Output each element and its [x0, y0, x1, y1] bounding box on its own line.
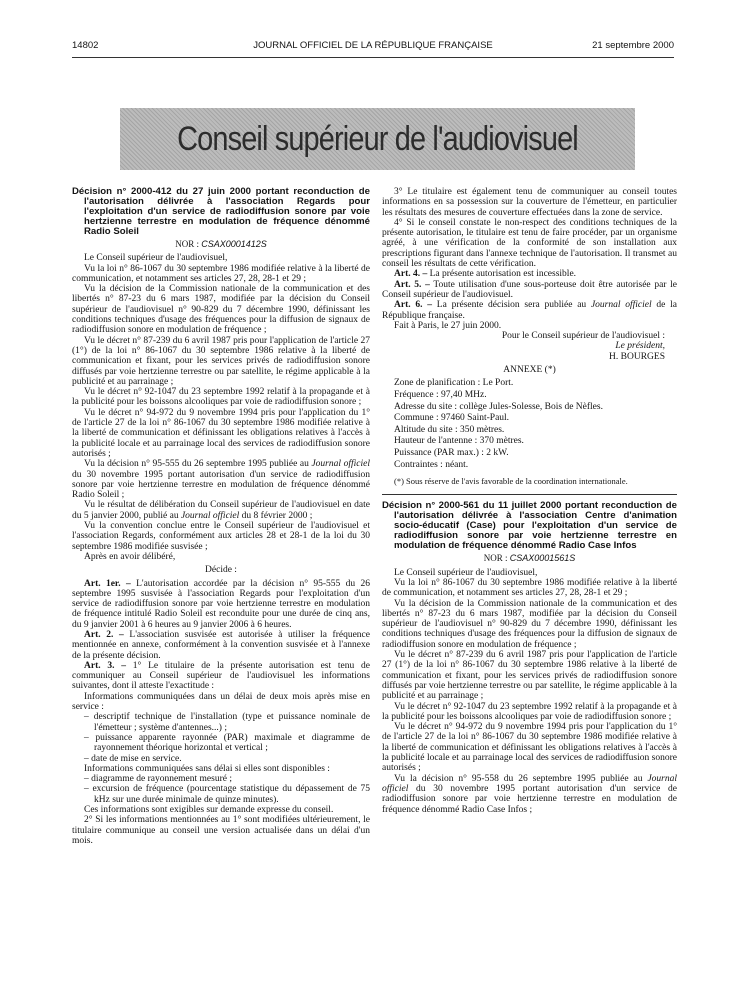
article-number: Art. 4. –	[394, 269, 428, 280]
nor-code: CSAX0001412S	[201, 239, 267, 249]
annex-line: Puissance (PAR max.) : 2 kW.	[394, 447, 509, 458]
journal-ref: Journal officiel	[382, 773, 677, 794]
paragraph: Vu la convention conclue entre le Conseil supérieur de l'audiovisuel et l'association Regards, conformément aux articles 28 et 28-1 de la loi du 30 septembre 1986 modifiée susvisée ;	[72, 521, 370, 552]
paragraph: Vu le résultat de délibération du Conseil supérieur de l'audiovisuel en date du 5 janvier 2000, publié au Journal officiel du 8 février 2000 ;	[72, 500, 370, 521]
paragraph: Informations communiquées dans un délai de deux mois après mise en service :	[72, 691, 370, 713]
signature-line	[382, 341, 677, 351]
journal-ref: Journal officiel	[311, 459, 370, 470]
nor-code: CSAX0001561S	[509, 553, 576, 564]
paragraph: Vu la décision de la Commission nationale de la communication et des libertés n° 87-23 du 6 mars 1987, modifiée par la décision du Conseil supérieur de l'audiovisuel n° 90-829 du 7 décembre 1990, définissant les conditions techniques d'usage des fréquences pour la diffusion de signaux de radiodiffusion sonore en modulation de fréquence ;	[72, 284, 370, 336]
signatory-title: Le président,	[615, 341, 665, 352]
paragraph: Vu la décision n° 95-555 du 26 septembre 1995 publiée au Journal officiel du 30 novembre 1995 portant autorisation d'un service de radiodiffusion sonore par voie hertzienne terrestre en modulation de fréquence dénommé Radio Soleil ;	[72, 459, 370, 501]
paragraph: Ces informations sont exigibles sur demande expresse du conseil.	[84, 805, 334, 816]
paragraph: Informations communiquées sans délai si elles sont disponibles :	[84, 763, 330, 774]
signature-line: Pour le Conseil supérieur de l'audiovisuel :	[501, 331, 665, 342]
section-banner	[120, 108, 635, 170]
journal-ref: Journal officiel	[590, 300, 652, 311]
article-number: Art. 3. –	[84, 660, 127, 671]
paragraph: Vu la loi n° 86-1067 du 30 septembre 1986 modifiée relative à la liberté de communication, et notamment ses articles 27, 28, 28-1 et 29 ;	[72, 263, 370, 284]
decision-heading: Décision n° 2000-412 du 27 juin 2000 portant reconduction de l'autorisation délivrée à l'association Regards pour l'exploitation d'un service de radiodiffusion sonore par voie hertzienne terrestre en modulation de fréquence dénommé Radio Soleil	[72, 186, 370, 237]
nor-reference: NOR : CSAX0001412S	[175, 239, 267, 249]
article: Art. 2. – L'association susvisée est autorisée à utiliser la fréquence mentionnée en annexe, conformément à la convention susvisée et à l'annexe de la présente décision.	[72, 629, 370, 661]
annex-line: Contraintes : néant.	[394, 459, 469, 470]
paragraph: 3° Le titulaire est également tenu de communiquer au conseil toutes informations en sa possession sur la couverture de l'émetteur, en particulier les résultats des mesures de couverture effectuées dans la zone de service.	[382, 187, 677, 218]
article-number: Art. 5. –	[394, 279, 430, 290]
article: Art. 4. – La présente autorisation est incessible.	[394, 269, 577, 280]
bullet-item: – puissance apparente rayonnée (PAR) maximale et diagramme de rayonnement théorique horizontal et vertical ;	[84, 732, 370, 754]
article: Art. 3. – 1° Le titulaire de la présente autorisation est tenu de communiquer au Conseil supérieur de l'audiovisuel les informations suivantes, dont il atteste l'exactitude :	[72, 660, 370, 692]
annex-line: Commune : 97460 Saint-Paul.	[394, 413, 510, 424]
paragraph: Vu le décret n° 87-239 du 6 avril 1987 pris pour l'application de l'article 27 (1°) de la loi n° 86-1067 du 30 septembre 1986 relative à la liberté de communication et fixant, pour les services privés de radiodiffusion sonore diffusés par voie hertzienne terrestre ou par satellite, le régime applicable à la publicité et au parrainage ;	[382, 650, 677, 702]
paragraph: Vu la décision n° 95-558 du 26 septembre 1995 publiée au Journal officiel du 30 novembre 1995 portant autorisation d'un service de radiodiffusion sonore par voie hertzienne terrestre en modulation de fréquence dénommé Radio Case Infos ;	[382, 773, 677, 815]
paragraph: 4° Si le conseil constate le non-respect des conditions techniques de la présente autorisation, le titulaire est tenu de faire procéder, par un organisme agréé, à une vérification de la conformité de son installation aux prescriptions figurant dans l'annexe technique de l'autorisation. Il transmet au conseil les résultats de cette vérification.	[382, 217, 677, 270]
annex-details	[382, 378, 677, 476]
paragraph: Vu la loi n° 86-1067 du 30 septembre 1986 modifiée relative à la liberté de communication, et notamment ses articles 27, 28, 28-1 et 29 ;	[382, 577, 677, 599]
right-column	[382, 187, 677, 815]
paragraph: Fait à Paris, le 27 juin 2000.	[394, 320, 502, 331]
paragraph: 2° Si les informations mentionnées au 1° sont modifiées ultérieurement, le titulaire communique au conseil une version actualisée dans un délai d'un mois.	[72, 815, 370, 846]
paragraph: Vu le décret n° 94-972 du 9 novembre 1994 pris pour l'application du 1° de l'article 27 de la loi n° 86-1067 du 30 septembre 1986 modifiée relative à la liberté de communication et définissant les obligations relatives à l'accès à la publicité locale et au parrainage local des services de radiodiffusion sonore autorisés ;	[72, 407, 370, 459]
annex-footnote: (*) Sous réserve de l'avis favorable de la coordination internationale.	[394, 476, 628, 487]
nor-reference: NOR : CSAX0001561S	[483, 553, 576, 564]
paragraph: Vu le décret n° 87-239 du 6 avril 1987 pris pour l'application de l'article 27 (1°) de la loi n° 86-1067 du 30 septembre 1986 relative à la liberté de communication et fixant, pour les services privés de radiodiffusion sonore diffusés par voie hertzienne terrestre ou par satellite, le régime applicable à la publicité et au parrainage ;	[72, 335, 370, 387]
header-rule	[72, 57, 674, 58]
paragraph: Vu le décret n° 92-1047 du 23 septembre 1992 relatif à la propagande et à la publicité pour les boissons alcooliques par voie de radiodiffusion sonore ;	[382, 701, 677, 722]
page-number: 14802	[72, 40, 99, 51]
bullet-item: – excursion de fréquence (pourcentage statistique du dépassement de 75 kHz sur une durée minimale de quinze minutes).	[84, 784, 370, 805]
paragraph: Le Conseil supérieur de l'audiovisuel,	[394, 567, 538, 578]
paragraph: Le Conseil supérieur de l'audiovisuel,	[84, 253, 228, 264]
section-divider	[382, 494, 677, 495]
article: Art. 5. – Toute utilisation d'une sous-porteuse doit être autorisée par le Conseil supérieur de l'audiovisuel.	[382, 279, 677, 300]
signature-line: H. BOURGES	[609, 351, 665, 362]
article-number: Art. 1er. –	[84, 578, 131, 589]
left-column	[72, 187, 370, 846]
journal-title: JOURNAL OFFICIEL DE LA RÉPUBLIQUE FRANÇAISE	[253, 40, 493, 51]
paragraph: Vu le décret n° 94-972 du 9 novembre 1994 pris pour l'application du 1° de l'article 27 de la loi n° 86-1067 du 30 septembre 1986 modifiée relative à la liberté de communication et définissant les obligations relatives à l'accès à la publicité locale et au parrainage local des services de radiodiffusion sonore autorisés ;	[382, 722, 677, 774]
journal-ref: Journal officiel	[180, 510, 240, 521]
article-number: Art. 2. –	[84, 629, 124, 640]
annex-line: Hauteur de l'antenne : 370 mètres.	[394, 436, 524, 447]
annex-line: Fréquence : 97,40 MHz.	[394, 389, 487, 400]
bullet-item: – date de mise en service.	[84, 753, 182, 764]
section-title: ANNEXE (*)	[503, 365, 556, 376]
paragraph: Vu la décision de la Commission nationale de la communication et des libertés n° 87-23 du 6 mars 1987, modifiée par la décision du Conseil supérieur de l'audiovisuel n° 90-829 du 7 décembre 1990, définissant les conditions techniques d'usage des fréquences pour la diffusion de signaux de radiodiffusion sonore en modulation de fréquence ;	[382, 598, 677, 650]
issue-date: 21 septembre 2000	[592, 40, 674, 51]
article: Art. 6. – La présente décision sera publiée au Journal officiel de la République française.	[382, 300, 677, 321]
bullet-item: – descriptif technique de l'installation (type et puissance nominale de l'émetteur ; système d'antennes...) ;	[84, 712, 370, 733]
article-number: Art. 6. –	[394, 300, 433, 311]
decision-heading: Décision n° 2000-561 du 11 juillet 2000 portant reconduction de l'autorisation délivrée à l'association Centre d'animation socio-éducatif (Case) pour l'exploitation d'un service de radiodiffusion sonore par voie hertzienne terrestre en modulation de fréquence dénommé Radio Case Infos	[382, 500, 677, 552]
annex-line: Altitude du site : 350 mètres.	[394, 424, 505, 435]
paragraph: Après en avoir délibéré,	[84, 551, 176, 562]
running-header	[72, 40, 674, 54]
annex-line: Zone de planification : Le Port.	[394, 378, 514, 389]
section-title: Décide :	[205, 565, 237, 576]
annex-line: Adresse du site : collège Jules-Solesse, Bois de Nèfles.	[394, 401, 603, 412]
article: Art. 1er. – L'autorisation accordée par la décision n° 95-555 du 26 septembre 1995 susvisée à l'association Regards pour l'exploitation d'un service de radiodiffusion sonore par voie hertzienne terrestre en modulation de fréquence intitulé Radio Soleil est reconduite pour une durée de cinq ans, du 9 janvier 2001 à 6 heures au 9 janvier 2006 à 6 heures.	[72, 578, 370, 630]
paragraph: Vu le décret n° 92-1047 du 23 septembre 1992 relatif à la propagande et à la publicité pour les boissons alcooliques par voie de radiodiffusion sonore ;	[72, 387, 370, 408]
bullet-item: – diagramme de rayonnement mesuré ;	[84, 774, 232, 785]
banner-title: Conseil supérieur de l'audiovisuel	[177, 120, 578, 158]
